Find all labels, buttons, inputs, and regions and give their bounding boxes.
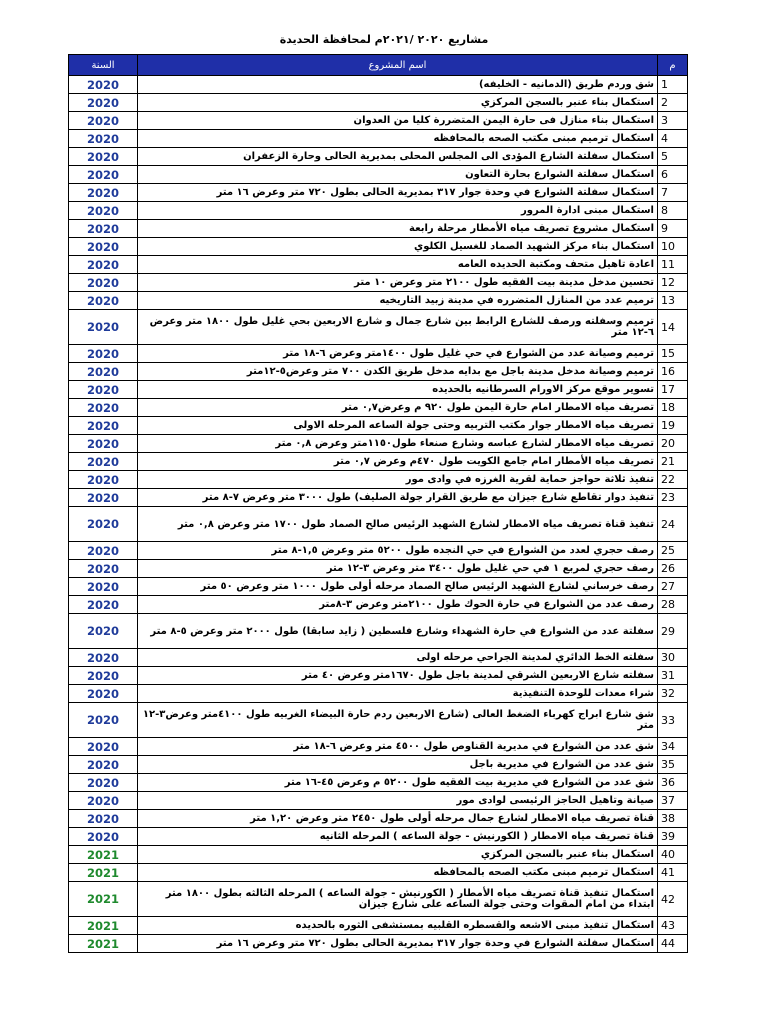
row-year: 2020 — [69, 685, 138, 703]
row-number: 29 — [658, 614, 688, 649]
row-number: 8 — [658, 202, 688, 220]
row-number: 16 — [658, 363, 688, 381]
row-year: 2020 — [69, 453, 138, 471]
row-year: 2020 — [69, 471, 138, 489]
row-project-name: ترميم وصيانة عدد من الشوارع في حي غليل طول ١٤٠٠متر وعرض ٦-١٨ متر — [138, 345, 658, 363]
row-number: 10 — [658, 238, 688, 256]
row-year: 2020 — [69, 792, 138, 810]
row-project-name: شق شارع ابراج كهرباء الضغط العالى (شارع الاربعين ردم حارة البيضاء الغربيه طول ٤١٠٠متر وعرض٣-١٢ متر — [138, 703, 658, 738]
row-number: 6 — [658, 166, 688, 184]
table-row — [69, 614, 688, 649]
table-body — [69, 76, 688, 953]
row-number: 28 — [658, 596, 688, 614]
table-row — [69, 292, 688, 310]
row-project-name: رصف عدد من الشوارع في حارة الحوك طول ٢١٠٠متر وعرض ٣-٨متر — [138, 596, 658, 614]
row-project-name: رصف حجري لعدد من الشوارع في حي النجده طول ٥٢٠٠ متر وعرض ١,٥-٨ متر — [138, 542, 658, 560]
row-year: 2020 — [69, 292, 138, 310]
row-year: 2020 — [69, 148, 138, 166]
row-number: 37 — [658, 792, 688, 810]
table-row — [69, 184, 688, 202]
row-number: 2 — [658, 94, 688, 112]
row-year: 2020 — [69, 774, 138, 792]
table-row — [69, 399, 688, 417]
table-row — [69, 130, 688, 148]
row-number: 3 — [658, 112, 688, 130]
table-row — [69, 828, 688, 846]
table-row — [69, 685, 688, 703]
row-year: 2020 — [69, 310, 138, 345]
row-year: 2021 — [69, 935, 138, 953]
table-row — [69, 453, 688, 471]
table-row — [69, 310, 688, 345]
table-row — [69, 274, 688, 292]
row-year: 2020 — [69, 166, 138, 184]
table-row — [69, 471, 688, 489]
row-number: 36 — [658, 774, 688, 792]
row-project-name: قناة تصريف مياه الامطار لشارع جمال مرحله أولى طول ٢٤٥٠ متر وعرض ١,٢٠ متر — [138, 810, 658, 828]
row-year: 2020 — [69, 507, 138, 542]
row-year: 2020 — [69, 756, 138, 774]
row-project-name: استكمال سفلتة الشوارع في وحدة جوار ٣١٧ بمديرية الحالى بطول ٧٢٠ متر وعرض ١٦ متر — [138, 184, 658, 202]
row-project-name: استكمال بناء مركز الشهيد الصماد للغسيل الكلوي — [138, 238, 658, 256]
row-project-name: تنفيذ قناة تصريف مياه الامطار لشارع الشهيد الرئيس صالح الصماد طول ١٧٠٠ متر وعرض ٠,٨ متر — [138, 507, 658, 542]
row-number: 34 — [658, 738, 688, 756]
row-number: 31 — [658, 667, 688, 685]
row-project-name: تحسين مدخل مدينة بيت الفقيه طول ٢١٠٠ متر وعرض ١٠ متر — [138, 274, 658, 292]
table-row — [69, 756, 688, 774]
row-number: 9 — [658, 220, 688, 238]
row-project-name: تصريف مياه الامطار امام حارة اليمن طول ٩٢٠ م وعرض٠,٧ متر — [138, 399, 658, 417]
table-row — [69, 417, 688, 435]
row-number: 38 — [658, 810, 688, 828]
table-row — [69, 112, 688, 130]
table-row — [69, 792, 688, 810]
row-project-name: استكمال بناء عنبر بالسجن المركزي — [138, 846, 658, 864]
row-number: 17 — [658, 381, 688, 399]
row-project-name: قناة تصريف مياه الامطار ( الكورنيش - جولة الساعه ) المرحله الثانيه — [138, 828, 658, 846]
row-number: 24 — [658, 507, 688, 542]
row-number: 1 — [658, 76, 688, 94]
table-row — [69, 166, 688, 184]
row-project-name: استكمال مبنى ادارة المرور — [138, 202, 658, 220]
row-project-name: استكمال بناء منازل فى حارة اليمن المتضررة كليا من العدوان — [138, 112, 658, 130]
row-year: 2020 — [69, 381, 138, 399]
row-year: 2020 — [69, 399, 138, 417]
row-number: 35 — [658, 756, 688, 774]
header-year: السنة — [69, 55, 138, 76]
table-row — [69, 76, 688, 94]
row-project-name: استكمال ترميم مبنى مكتب الصحه بالمحافظه — [138, 130, 658, 148]
row-project-name: تنفيذ ثلاثة حواجز حماية لقرية الغرزه في وادى مور — [138, 471, 658, 489]
row-project-name: استكمال تنفيذ قناة تصريف مياه الأمطار ( الكورنيش - جولة الساعه ) المرحله الثالثه بطول ١٨٠٠ متر ابتداء من امام المقوات وحتى جولة الساعه على شارع جيزان — [138, 882, 658, 917]
row-project-name: استكمال مشروع تصريف مياه الأمطار مرحلة رابعة — [138, 220, 658, 238]
row-project-name: سفلته الخط الدائري لمدينة الجراحي مرحله اولى — [138, 649, 658, 667]
table-row — [69, 381, 688, 399]
table-row — [69, 148, 688, 166]
row-project-name: استكمال سفلتة الشوارع بحارة التعاون — [138, 166, 658, 184]
row-year: 2020 — [69, 112, 138, 130]
row-year: 2020 — [69, 256, 138, 274]
table-row — [69, 846, 688, 864]
row-project-name: استكمال سفلتة الشارع المؤدى الى المجلس المحلى بمديرية الحالى وحارة الزعفران — [138, 148, 658, 166]
table-row — [69, 810, 688, 828]
row-year: 2020 — [69, 76, 138, 94]
row-project-name: تسوير موقع مركز الاورام السرطانيه بالحديده — [138, 381, 658, 399]
row-year: 2020 — [69, 220, 138, 238]
row-year: 2020 — [69, 184, 138, 202]
row-number: 13 — [658, 292, 688, 310]
header-number: م — [658, 55, 688, 76]
table-row — [69, 578, 688, 596]
row-project-name: رصف خرساني لشارع الشهيد الرئيس صالح الصماد مرحله أولى طول ١٠٠٠ متر وعرض ٥٠ متر — [138, 578, 658, 596]
table-row — [69, 738, 688, 756]
table-row — [69, 256, 688, 274]
row-project-name: ترميم عدد من المنازل المتضرره في مدينة زبيد التاريخيه — [138, 292, 658, 310]
row-project-name: شق وردم طريق (الدمانيه - الخليفه) — [138, 76, 658, 94]
row-number: 41 — [658, 864, 688, 882]
table-row — [69, 596, 688, 614]
row-number: 23 — [658, 489, 688, 507]
row-year: 2020 — [69, 828, 138, 846]
row-year: 2020 — [69, 810, 138, 828]
table-row — [69, 202, 688, 220]
row-year: 2020 — [69, 596, 138, 614]
table-row — [69, 667, 688, 685]
table-row — [69, 774, 688, 792]
row-number: 22 — [658, 471, 688, 489]
table-row — [69, 489, 688, 507]
row-year: 2021 — [69, 917, 138, 935]
row-project-name: رصف حجري لمربع ١ في حي غليل طول ٣٤٠٠ متر وعرض ٣-١٢ متر — [138, 560, 658, 578]
table-row — [69, 363, 688, 381]
row-year: 2020 — [69, 435, 138, 453]
row-project-name: تصريف مياه الامطار جوار مكتب التربيه وحتى جولة الساعه المرحله الاولى — [138, 417, 658, 435]
header-project-name: اسم المشروع — [138, 55, 658, 76]
row-number: 30 — [658, 649, 688, 667]
table-row — [69, 882, 688, 917]
row-number: 19 — [658, 417, 688, 435]
row-number: 18 — [658, 399, 688, 417]
table-row — [69, 94, 688, 112]
row-project-name: سفلتة عدد من الشوارع في حارة الشهداء وشارع فلسطين ( زايد سابقا) طول ٢٠٠٠ متر وعرض ٥-٨ متر — [138, 614, 658, 649]
table-row — [69, 345, 688, 363]
table-row — [69, 864, 688, 882]
row-year: 2020 — [69, 703, 138, 738]
row-year: 2021 — [69, 846, 138, 864]
row-project-name: تنفيذ دوار تقاطع شارع جيزان مع طريق القرار جولة الصليف) طول ٣٠٠٠ متر وعرض ٧-٨ متر — [138, 489, 658, 507]
row-project-name: استكمال سفلتة الشوارع في وحدة جوار ٣١٧ بمديرية الحالى بطول ٧٢٠ متر وعرض ١٦ متر — [138, 935, 658, 953]
row-number: 33 — [658, 703, 688, 738]
row-year: 2020 — [69, 667, 138, 685]
row-year: 2021 — [69, 864, 138, 882]
row-year: 2020 — [69, 542, 138, 560]
row-project-name: شق عدد من الشوارع في مديرية باجل — [138, 756, 658, 774]
row-number: 5 — [658, 148, 688, 166]
row-project-name: صيانة وتاهيل الحاجز الرئيسى لوادى مور — [138, 792, 658, 810]
row-number: 4 — [658, 130, 688, 148]
row-project-name: شق عدد من الشوارع في مديرية القناوص طول ٤٥٠٠ متر وعرض ٦-١٨ متر — [138, 738, 658, 756]
row-number: 39 — [658, 828, 688, 846]
row-project-name: ترميم وسفلته ورصف للشارع الرابط بين شارع جمال و شارع الاربعين بحي غليل طول ١٨٠٠ متر وعرض ٦-١٢ متر — [138, 310, 658, 345]
row-number: 7 — [658, 184, 688, 202]
row-year: 2020 — [69, 489, 138, 507]
row-number: 40 — [658, 846, 688, 864]
row-number: 27 — [658, 578, 688, 596]
row-number: 44 — [658, 935, 688, 953]
row-number: 20 — [658, 435, 688, 453]
table-row — [69, 560, 688, 578]
row-year: 2021 — [69, 882, 138, 917]
row-project-name: تصريف مياه الامطار لشارع عباسه وشارع صنعاء طول١١٥٠متر وعرض ٠,٨ متر — [138, 435, 658, 453]
table-row — [69, 649, 688, 667]
row-year: 2020 — [69, 94, 138, 112]
row-project-name: استكمال ترميم مبنى مكتب الصحه بالمحافظه — [138, 864, 658, 882]
projects-table — [68, 54, 688, 953]
row-project-name: سفلته شارع الاربعين الشرقي لمدينة باجل طول ١٦٧٠متر وعرض ٤٠ متر — [138, 667, 658, 685]
row-year: 2020 — [69, 578, 138, 596]
row-number: 32 — [658, 685, 688, 703]
table-row — [69, 917, 688, 935]
row-project-name: شق عدد من الشوارع في مديرية بيت الفقيه طول ٥٢٠٠ م وعرض ٤٥-١٦ متر — [138, 774, 658, 792]
row-year: 2020 — [69, 614, 138, 649]
row-year: 2020 — [69, 560, 138, 578]
row-year: 2020 — [69, 649, 138, 667]
row-number: 43 — [658, 917, 688, 935]
row-year: 2020 — [69, 274, 138, 292]
row-number: 25 — [658, 542, 688, 560]
table-row — [69, 238, 688, 256]
table-row — [69, 435, 688, 453]
table-header-row — [69, 55, 688, 76]
row-project-name: اعادة تاهيل متحف ومكتبة الحديده العامه — [138, 256, 658, 274]
table-row — [69, 220, 688, 238]
row-year: 2020 — [69, 363, 138, 381]
row-number: 11 — [658, 256, 688, 274]
row-number: 15 — [658, 345, 688, 363]
row-project-name: ترميم وصيانة مدخل مدينة باجل مع بدايه مدخل طريق الكدن ٧٠٠ متر وعرض٥-١٢متر — [138, 363, 658, 381]
table-row — [69, 935, 688, 953]
table-row — [69, 507, 688, 542]
row-year: 2020 — [69, 738, 138, 756]
row-project-name: تصريف مياه الأمطار امام جامع الكويت طول ٤٧٠م وعرض ٠,٧ متر — [138, 453, 658, 471]
row-number: 12 — [658, 274, 688, 292]
row-year: 2020 — [69, 345, 138, 363]
row-year: 2020 — [69, 202, 138, 220]
row-project-name: استكمال تنفيذ مبنى الاشعه والقسطره القلبيه بمستشفى الثوره بالحديده — [138, 917, 658, 935]
row-project-name: استكمال بناء عنبر بالسجن المركزي — [138, 94, 658, 112]
row-project-name: شراء معدات للوحدة التنفيذية — [138, 685, 658, 703]
row-year: 2020 — [69, 417, 138, 435]
row-number: 26 — [658, 560, 688, 578]
table-row — [69, 703, 688, 738]
row-number: 14 — [658, 310, 688, 345]
row-year: 2020 — [69, 238, 138, 256]
row-number: 42 — [658, 882, 688, 917]
table-row — [69, 542, 688, 560]
row-number: 21 — [658, 453, 688, 471]
document-title: مشاريع ٢٠٢٠ /٢٠٢١م لمحافظة الحديدة — [279, 33, 489, 46]
row-year: 2020 — [69, 130, 138, 148]
